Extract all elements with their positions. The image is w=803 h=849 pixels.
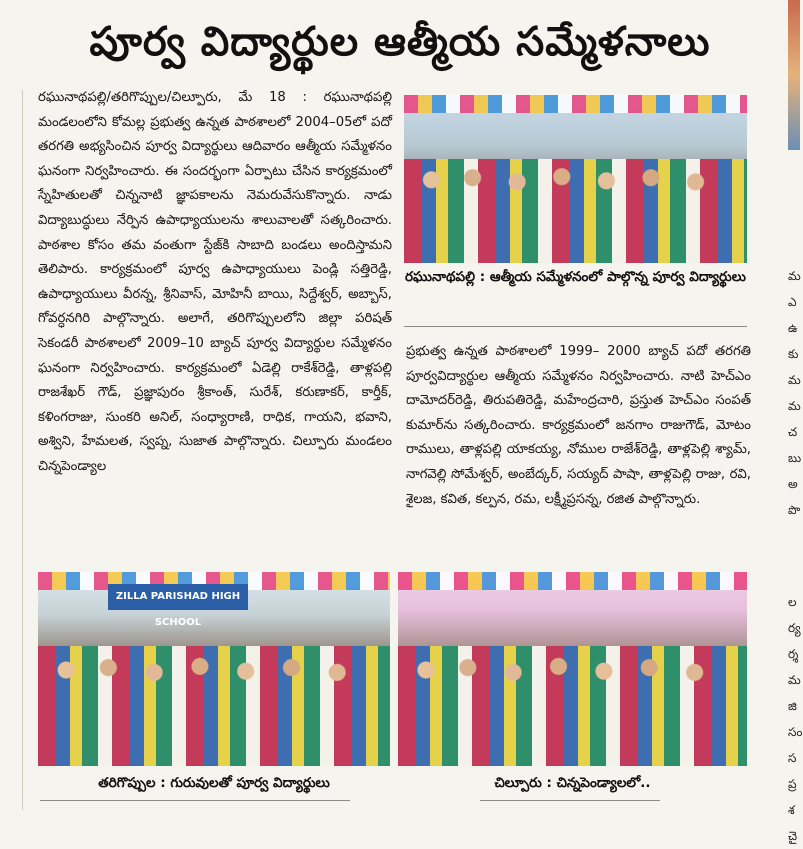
headline: పూర్వ విద్యార్థుల ఆత్మీయ సమ్మేళనాలు	[89, 19, 711, 65]
adjacent-text: ల	[788, 595, 797, 609]
caption-rule	[40, 800, 350, 801]
adjacent-text: పొ	[788, 503, 801, 517]
adjacent-text: స	[788, 751, 797, 765]
photo-caption-bottom-left: తరిగొప్పుల : గురువులతో పూర్వ విద్యార్థులు	[98, 775, 330, 791]
article-right-column: ప్రభుత్వ ఉన్నత పాఠశాలలో 1999– 2000 బ్యాచ్ పదో తరగతి పూర్వవిద్యార్థుల ఆత్మీయ సమ్మేళనం నిర్వహించారు. నాటి హెచ్‌ఎం దామోదర్‌రెడ్డి, తిరుపతిరెడ్డి, మహేంద్రచారి, ప్రస్తుత హెచ్‌ఎం సంపత్ కుమార్‌ను సత్కరించారు. కార్యక్రమంలో జనగాం రాజుగౌడ్, మోటం రాములు, తాళ్లపల్లి యాకయ్య, నోముల రాజేశ్‌రెడ్డి, తాళ్లపెల్లి శ్యామ్, నాగవెల్లి సోమేశ్వర్, అంబేద్కర్, సయ్యద్ పాషా, తాళ్లపెల్లి రాజు, రవి, శైలజ, కవిత, కల్పన, రమ, లక్ష్మీప్రసన్న, రజిత పాల్గొన్నారు.	[406, 344, 751, 507]
group-of-people	[398, 646, 747, 766]
adjacent-text: ర్య	[788, 621, 801, 635]
adjacent-text: అ	[788, 477, 798, 491]
photo-caption-bottom-right: చిల్పూరు : చిన్నపెండ్యాలలో..	[494, 775, 651, 791]
adjacent-text: చై	[788, 829, 798, 843]
adjacent-text: మ	[788, 373, 801, 387]
caption-rule	[480, 800, 660, 801]
adjacent-text: ఎ	[788, 295, 797, 309]
adjacent-text: కు	[788, 347, 799, 361]
adjacent-photo-edge	[788, 0, 800, 150]
adjacent-text: ఉ	[788, 321, 798, 335]
school-banner: ZILLA PARISHAD HIGH SCHOOL	[108, 584, 248, 610]
adjacent-text: బు	[788, 451, 802, 465]
decoration-bunting	[398, 572, 747, 590]
adjacent-text: ర్శ	[788, 647, 799, 661]
photo-raghunathapalli	[404, 95, 747, 263]
photo-caption-top: రఘునాథపల్లి : ఆత్మీయ సమ్మేళనంలో పాల్గొన్న పూర్వ విద్యార్థులు	[405, 269, 746, 285]
adjacent-text: చ	[788, 425, 798, 439]
adjacent-text: మ	[788, 673, 801, 687]
column-rule	[22, 90, 23, 810]
group-of-people	[38, 646, 390, 766]
article-left-column: రఘునాథపల్లి/తరిగొప్పుల/చిల్పూరు, మే 18 : రఘునాథపల్లి మండలంలోని కోమల్ల ప్రభుత్వ ఉన్నత పాఠశాలలో 2004–05లో పదో తరగతి అభ్యసించిన పూర్వ విద్యార్థులు ఆదివారం ఆత్మీయ సమ్మేళనం ఘనంగా నిర్వహించారు. ఈ సందర్భంగా ఏర్పాటు చేసిన కార్యక్రమంలో స్నేహితులతో చిన్ననాటి జ్ఞాపకాలను నెమరువేసుకొన్నారు. నాడు విద్యాబుద్ధులు నేర్పిన ఉపాధ్యాయులను శాలువాలతో సత్కరించారు. పాఠశాల కోసం తమ వంతుగా స్టేజ్‌కి సాబాది బండలు అందిస్తామని తెలిపారు. కార్యక్రమంలో పూర్వ ఉపాధ్యాయులు పెండ్లి సత్తిరెడ్డి, ఉపాధ్యాయులు వీరన్న, శ్రీనివాస్, మోహినీ బాయి, సిద్దేశ్వర్, అబ్బాస్, గోవర్ధనగిరి పాల్గొన్నారు. అలాగే, తరిగొప్పులలోని జిల్లా పరిషత్ సెకండరీ పాఠశాలలో 2009–10 బ్యాచ్ పూర్వ విద్యార్థుల సమ్మేళనం ఘనంగా నిర్వహించారు. కార్యక్రమంలో ఏడెల్లి రాకేశ్‌రెడ్డి, తాళ్లపల్లి రాజశేఖర్ గౌడ్, ప్రజ్ఞాపురం శ్రీకాంత్, సురేశ్, కరుణాకర్, కార్తీక్, కళింగరాజు, సుంకరి అనిల్, సంధ్యారాణి, రాధిక, గాయని, భవాని, అశ్విని, హేమలత, స్వప్న, సుజాత పాల్గొన్నారు. చిల్పూరు మండలం చిన్నపెండ్యాల	[38, 90, 392, 474]
adjacent-text: శ	[788, 803, 795, 817]
adjacent-text: ప్ర	[788, 777, 797, 791]
group-of-people	[404, 159, 747, 263]
photo-tarigoppula	[38, 572, 390, 766]
adjacent-text: జి	[788, 699, 797, 713]
adjacent-text: మ	[788, 269, 801, 283]
decoration-bunting	[404, 95, 747, 113]
photo-chilpur	[398, 572, 747, 766]
caption-rule	[404, 326, 747, 327]
adjacent-text: సం	[788, 725, 803, 739]
adjacent-text: మ	[788, 399, 801, 413]
